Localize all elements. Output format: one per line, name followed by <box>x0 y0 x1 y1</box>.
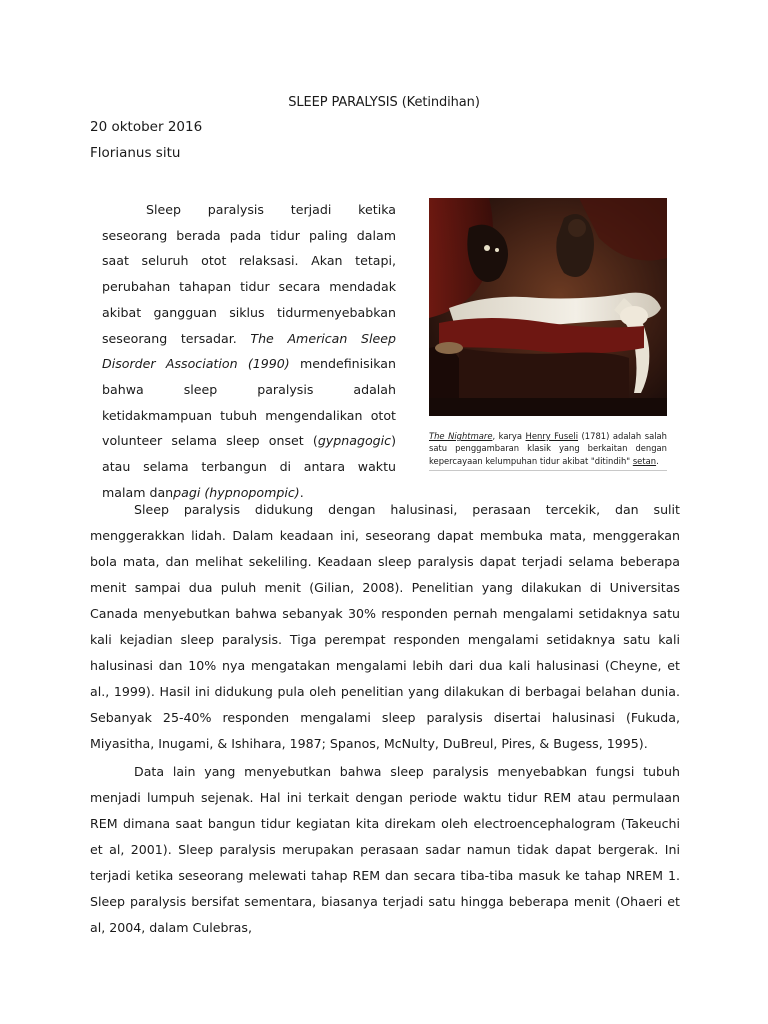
intro-italic-2: gypnagogic <box>317 433 392 449</box>
intro-italic-3: pagi (hypnopompic) <box>173 484 300 500</box>
intro-text-1: Sleep paralysis terjadi ketika seseorang berada pada tidur paling dalam saat seluruh otot relaksasi. Akan tetapi, perubahan tahapan tidur secara mendadak akibat gangguan siklus tidurmenyebabkan seseorang tersadar. <box>102 202 396 346</box>
figure-caption <box>429 430 667 471</box>
intro-text-2: mendefinisikan bahwa sleep paralysis adalah ketidakmampuan tubuh mengendalikan otot volunteer selama sleep onset ( <box>102 356 396 449</box>
caption-text-2: (1781) adalah salah satu penggambaran klasik yang berkaitan dengan kepercayaan kelumpuhan tidur akibat "ditindih" <box>429 431 667 466</box>
document-author: Florianus situ <box>90 145 181 161</box>
caption-painting-link[interactable]: The Nightmare <box>429 431 493 441</box>
body-paragraph <box>90 759 680 941</box>
body-paragraph <box>90 497 680 757</box>
intro-italic-1: The American Sleep Disorder Association (1990) <box>102 330 396 372</box>
caption-author-link[interactable]: Henry Fuseli <box>525 431 579 441</box>
figure <box>429 198 667 471</box>
intro-text-3: ) atau selama terbangun di antara waktu malam dan <box>102 433 396 500</box>
caption-setan-link[interactable]: setan <box>632 455 657 466</box>
document-title: SLEEP PARALYSIS (Ketindihan) <box>288 95 480 110</box>
intro-text-4: . <box>299 484 304 500</box>
document-date: 20 oktober 2016 <box>90 119 203 135</box>
nightmare-painting-image <box>429 198 667 416</box>
intro-paragraph <box>102 197 396 505</box>
caption-text-3: . <box>656 455 659 466</box>
body-paragraph-text: Sleep paralysis didukung dengan halusinasi, perasaan tercekik, dan sulit menggerakkan lidah. Dalam keadaan ini, seseorang dapat membuka mata, menggerakan bola mata, dan melihat sekeliling. Keadaan sleep paralysis dapat terjadi selama beberapa menit sampai dua puluh menit (Gilian, 2008). Penelitian yang dilakukan di Universitas Canada menyebutkan bahwa sebanyak 30% responden pernah mengalami setidaknya satu kali kejadian sleep paralysis. Tiga perempat responden mengalami setidaknya satu kali halusinasi dan 10% nya mengatakan mengalami lebih dari dua kali halusinasi (Cheyne, et al., 1999). Hasil ini didukung pula oleh penelitian yang dilakukan di berbagai belahan dunia. Sebanyak 25-40% responden mengalami sleep paralysis disertai halusinasi (Fukuda, Miyasitha, Inugami, & Ishihara, 1987; Spanos, McNulty, DuBreul, Pires, & Bugess, 1995). <box>90 502 680 751</box>
caption-text-1: , karya <box>492 431 526 441</box>
body-paragraph-text: Data lain yang menyebutkan bahwa sleep paralysis menyebabkan fungsi tubuh menjadi lumpuh sejenak. Hal ini terkait dengan periode waktu tidur REM atau permulaan REM dimana saat bangun tidur kegiatan kita direkam oleh electroencephalogram (Takeuchi et al, 2001). Sleep paralysis merupakan perasaan sadar namun tidak dapat bergerak. Ini terjadi ketika seseorang melewati tahap REM dan secara tiba-tiba masuk ke tahap NREM 1. Sleep paralysis bersifat sementara, biasanya terjadi satu hingga beberapa menit (Ohaeri et al, 2004, dalam Culebras, <box>90 764 680 935</box>
